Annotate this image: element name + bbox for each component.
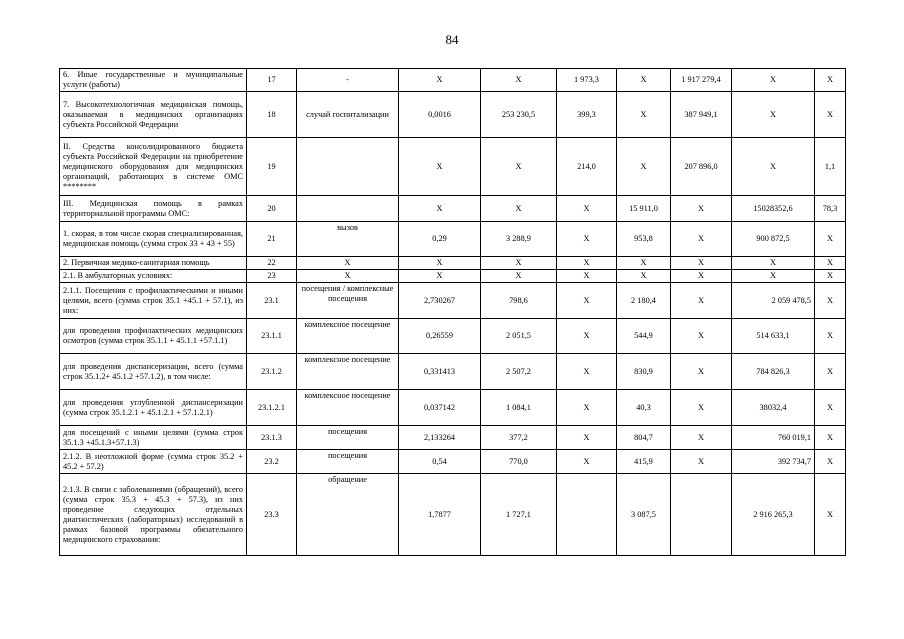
table-cell: X — [671, 354, 732, 390]
table-cell: X — [399, 196, 481, 222]
table-cell: 2,133264 — [399, 426, 481, 450]
table-cell: X — [617, 270, 671, 283]
table-cell: X — [557, 270, 617, 283]
table-row — [60, 354, 846, 390]
table-cell: 22 — [247, 257, 297, 270]
table-cell: X — [815, 319, 846, 354]
table-cell: 760 019,1 — [732, 426, 815, 450]
table-cell: X — [815, 69, 846, 92]
table-cell: X — [557, 390, 617, 426]
table-cell: 830,9 — [617, 354, 671, 390]
table-row — [60, 474, 846, 556]
table-cell: X — [399, 257, 481, 270]
row-label-cell: 6. Иные государственные и муниципальные услуги (работы) — [60, 69, 247, 92]
table-row — [60, 138, 846, 196]
table-cell: 1 973,3 — [557, 69, 617, 92]
table-row — [60, 390, 846, 426]
table-cell: X — [732, 69, 815, 92]
table-cell: 784 826,3 — [732, 354, 815, 390]
table-cell: 214,0 — [557, 138, 617, 196]
table-cell: 18 — [247, 92, 297, 138]
row-label-cell: 2.1.1. Посещения с профилактическими и иными целями, всего (сумма строк 35.1 +45.1 + 57.1), из них: — [60, 283, 247, 319]
row-label-cell: III. Медицинская помощь в рамках территориальной программы ОМС: — [60, 196, 247, 222]
table-row — [60, 92, 846, 138]
table-cell: 23.2 — [247, 450, 297, 474]
table-cell: X — [557, 426, 617, 450]
table-cell: X — [732, 138, 815, 196]
row-label-cell: 2.1. В амбулаторных условиях: — [60, 270, 247, 283]
table-cell: 2 059 478,5 — [732, 283, 815, 319]
table-cell: X — [557, 450, 617, 474]
table-cell: 23.1 — [247, 283, 297, 319]
table-cell: 387 949,1 — [671, 92, 732, 138]
table-cell: X — [399, 138, 481, 196]
table-cell: 392 734,7 — [732, 450, 815, 474]
table-cell: посещения / комплексные посещения — [297, 283, 399, 319]
row-label-cell: для проведения углубленной диспансеризации (сумма строк 35.1.2.1 + 45.1.2.1 + 57.1.2.1) — [60, 390, 247, 426]
table-cell: 514 633,1 — [732, 319, 815, 354]
table-cell: 0,26559 — [399, 319, 481, 354]
table-cell: X — [481, 270, 557, 283]
table-cell: 207 896,0 — [671, 138, 732, 196]
table-cell: 0,331413 — [399, 354, 481, 390]
table-cell: 20 — [247, 196, 297, 222]
table-cell: 17 — [247, 69, 297, 92]
table-cell: 78,3 — [815, 196, 846, 222]
table-cell: X — [557, 354, 617, 390]
table-cell: посещения — [297, 450, 399, 474]
row-label-cell: 2.1.2. В неотложной форме (сумма строк 35.2 + 45.2 + 57.2) — [60, 450, 247, 474]
table-cell: 3 087,5 — [617, 474, 671, 556]
table-cell: 40,3 — [617, 390, 671, 426]
table-cell: 1 084,1 — [481, 390, 557, 426]
table-cell: X — [481, 138, 557, 196]
table-cell: 1,7877 — [399, 474, 481, 556]
table-cell: X — [671, 283, 732, 319]
table-cell — [297, 138, 399, 196]
table-cell: X — [732, 257, 815, 270]
table-cell: 253 230,5 — [481, 92, 557, 138]
row-label-cell: для посещений с иными целями (сумма строк 35.1.3 +45.1.3+57.1.3) — [60, 426, 247, 450]
table-cell: 3 288,9 — [481, 222, 557, 257]
table-cell: X — [557, 257, 617, 270]
table-cell: комплексное посещение — [297, 354, 399, 390]
table-cell: 1 727,1 — [481, 474, 557, 556]
table-cell: 2,730267 — [399, 283, 481, 319]
table-row — [60, 450, 846, 474]
table-cell: 544,9 — [617, 319, 671, 354]
table-cell: X — [557, 319, 617, 354]
table-cell: комплексное посещение — [297, 319, 399, 354]
table-cell: X — [399, 69, 481, 92]
table-cell: 377,2 — [481, 426, 557, 450]
table-cell: X — [671, 390, 732, 426]
row-label-cell: 1. скорая, в том числе скорая специализированная, медицинская помощь (сумма строк 33 + 43 + 55) — [60, 222, 247, 257]
table-cell: X — [399, 270, 481, 283]
table-cell — [671, 474, 732, 556]
table-row — [60, 319, 846, 354]
table-cell: 415,9 — [617, 450, 671, 474]
table-cell: 2 916 265,3 — [732, 474, 815, 556]
table-row — [60, 426, 846, 450]
table-cell: X — [815, 450, 846, 474]
table-row — [60, 270, 846, 283]
table-cell — [297, 196, 399, 222]
row-label-cell: 2. Первичная медико-санитарная помощь — [60, 257, 247, 270]
table-cell: X — [815, 283, 846, 319]
table-cell: 23.1.3 — [247, 426, 297, 450]
table-cell: комплексное посещение — [297, 390, 399, 426]
table-cell: X — [732, 270, 815, 283]
table-cell: 23.1.2.1 — [247, 390, 297, 426]
table-cell: X — [815, 354, 846, 390]
table-cell: 0,037142 — [399, 390, 481, 426]
table-row — [60, 196, 846, 222]
table-cell: X — [617, 92, 671, 138]
table-cell: X — [815, 390, 846, 426]
row-label-cell: для проведения профилактических медицинских осмотров (сумма строк 35.1.1 + 45.1.1 +57.1.1) — [60, 319, 247, 354]
table-cell: X — [815, 257, 846, 270]
page-number: 84 — [445, 32, 459, 47]
table-cell: 2 180,4 — [617, 283, 671, 319]
table-cell: X — [671, 257, 732, 270]
row-label-cell: 2.1.3. В связи с заболеваниями (обращений), всего (сумма строк 35.3 + 45.3 + 57.3), из них проведение следующих отдельных диагностических (лабораторных) исследований в рамках базовой программы обязательного медицинского страхования: — [60, 474, 247, 556]
table-cell: X — [815, 222, 846, 257]
table-cell: X — [617, 138, 671, 196]
table-cell: 2 507,2 — [481, 354, 557, 390]
table-cell: 1,1 — [815, 138, 846, 196]
table-cell: 2 051,5 — [481, 319, 557, 354]
table-cell: X — [671, 222, 732, 257]
table-cell: 23.1.1 — [247, 319, 297, 354]
table-cell: 23.3 — [247, 474, 297, 556]
table-cell: X — [815, 92, 846, 138]
table-cell: X — [732, 92, 815, 138]
table-cell: - — [297, 69, 399, 92]
table-cell: X — [671, 319, 732, 354]
table-cell: обращение — [297, 474, 399, 556]
table-cell: 21 — [247, 222, 297, 257]
table-cell: X — [557, 222, 617, 257]
table-cell: X — [557, 196, 617, 222]
financing-table — [59, 68, 846, 556]
table-cell: 804,7 — [617, 426, 671, 450]
table-cell: X — [617, 257, 671, 270]
table-cell: 23.1.2 — [247, 354, 297, 390]
table-cell: 15 911,0 — [617, 196, 671, 222]
table-cell: вызов — [297, 222, 399, 257]
table-cell: посещения — [297, 426, 399, 450]
table-cell: X — [671, 450, 732, 474]
table-cell — [557, 474, 617, 556]
table-cell: X — [557, 283, 617, 319]
table-cell: X — [617, 69, 671, 92]
table-cell: 770,0 — [481, 450, 557, 474]
table-cell: X — [481, 257, 557, 270]
table-row — [60, 222, 846, 257]
table-cell: 19 — [247, 138, 297, 196]
table-cell: 1 917 279,4 — [671, 69, 732, 92]
table-cell: 15028352,6 — [732, 196, 815, 222]
row-label-cell: 7. Высокотехнологичная медицинская помощь, оказываемая в медицинских организациях субъекта Российской Федерации — [60, 92, 247, 138]
table-cell: случай госпитализации — [297, 92, 399, 138]
table-cell: X — [481, 196, 557, 222]
table-row — [60, 283, 846, 319]
table-cell: X — [297, 257, 399, 270]
table-cell: 0,54 — [399, 450, 481, 474]
table-cell: 399,3 — [557, 92, 617, 138]
table-cell: X — [671, 426, 732, 450]
table-cell: 953,8 — [617, 222, 671, 257]
table-row — [60, 257, 846, 270]
table-cell: X — [815, 270, 846, 283]
table-cell: 0,29 — [399, 222, 481, 257]
table-row — [60, 69, 846, 92]
table-cell: 0,0016 — [399, 92, 481, 138]
table-cell: X — [481, 69, 557, 92]
table-cell: 900 872,5 — [732, 222, 815, 257]
table-cell: X — [671, 196, 732, 222]
table-cell: 798,6 — [481, 283, 557, 319]
table-cell: X — [297, 270, 399, 283]
table-cell: X — [671, 270, 732, 283]
row-label-cell: для проведения диспансеризации, всего (сумма строк 35.1.2+ 45.1.2 +57.1.2), в том числе: — [60, 354, 247, 390]
table-cell: X — [815, 426, 846, 450]
table-cell: 38032,4 — [732, 390, 815, 426]
row-label-cell: II. Средства консолидированного бюджета субъекта Российской Федерации на приобретение медицинского оборудования для медицинских организаций, работающих в системе ОМС ******** — [60, 138, 247, 196]
table-cell: X — [815, 474, 846, 556]
table-cell: 23 — [247, 270, 297, 283]
